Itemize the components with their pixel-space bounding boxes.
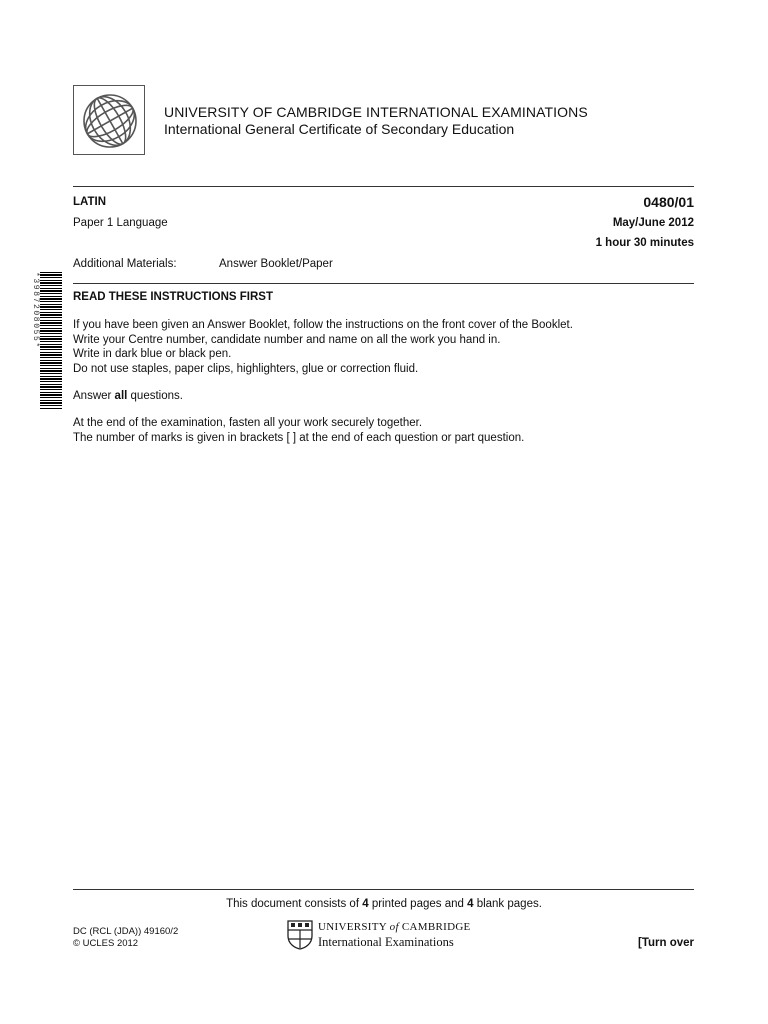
qualification-name: International General Certificate of Secondary Education (164, 121, 515, 137)
exam-duration: 1 hour 30 minutes (595, 237, 694, 249)
turn-over: [Turn over (637, 937, 694, 949)
blank-page-count: 4 (467, 898, 474, 910)
instructions-rule (73, 283, 694, 284)
instruction-line: The number of marks is given in brackets [ ] at the end of each question or part question. (73, 431, 525, 444)
top-rule (73, 186, 694, 187)
instructions-block-2 (73, 416, 524, 445)
answer-all-line: Answer all questions. (73, 390, 183, 402)
paper-name: Paper 1 Language (73, 217, 168, 229)
instruction-line: Do not use staples, paper clips, highlighters, glue or correction fluid. (73, 362, 419, 375)
footer-rule (73, 889, 694, 890)
cambridge-wordmark: UNIVERSITY of CAMBRIDGE (318, 921, 471, 933)
instructions-block-1 (73, 318, 573, 376)
instruction-line: Write your Centre number, candidate number and name on all the work you hand in. (73, 333, 501, 346)
cambridge-intl-exams: International Examinations (318, 935, 454, 949)
barcode-digits: *3987208055* (31, 272, 40, 349)
exam-session: May/June 2012 (612, 217, 694, 229)
instructions-title: READ THESE INSTRUCTIONS FIRST (73, 291, 273, 303)
barcode-bars (40, 272, 62, 410)
cambridge-crest-icon (287, 920, 313, 955)
paper-code: 0480/01 (643, 194, 694, 210)
copyright: © UCLES 2012 (73, 938, 139, 949)
candidate-barcode (28, 272, 62, 410)
instruction-line: If you have been given an Answer Booklet, follow the instructions on the front cover of the Booklet. (73, 319, 573, 331)
answer-all-emphasis: all (114, 390, 128, 402)
materials-value: Answer Booklet/Paper (219, 258, 333, 270)
materials-label: Additional Materials: (73, 258, 177, 270)
globe-icon (80, 91, 140, 151)
page-count-statement: This document consists of 4 printed pages and 4 blank pages. (226, 898, 542, 910)
printed-page-count: 4 (362, 898, 369, 910)
cie-globe-logo (73, 85, 145, 155)
instruction-line: At the end of the examination, fasten all your work securely together. (73, 417, 423, 429)
org-name: UNIVERSITY OF CAMBRIDGE INTERNATIONAL EXAMINATIONS (164, 104, 588, 120)
instruction-line: Write in dark blue or black pen. (73, 348, 232, 360)
subject: LATIN (73, 196, 107, 208)
dc-code: DC (RCL (JDA)) 49160/2 (73, 926, 179, 937)
